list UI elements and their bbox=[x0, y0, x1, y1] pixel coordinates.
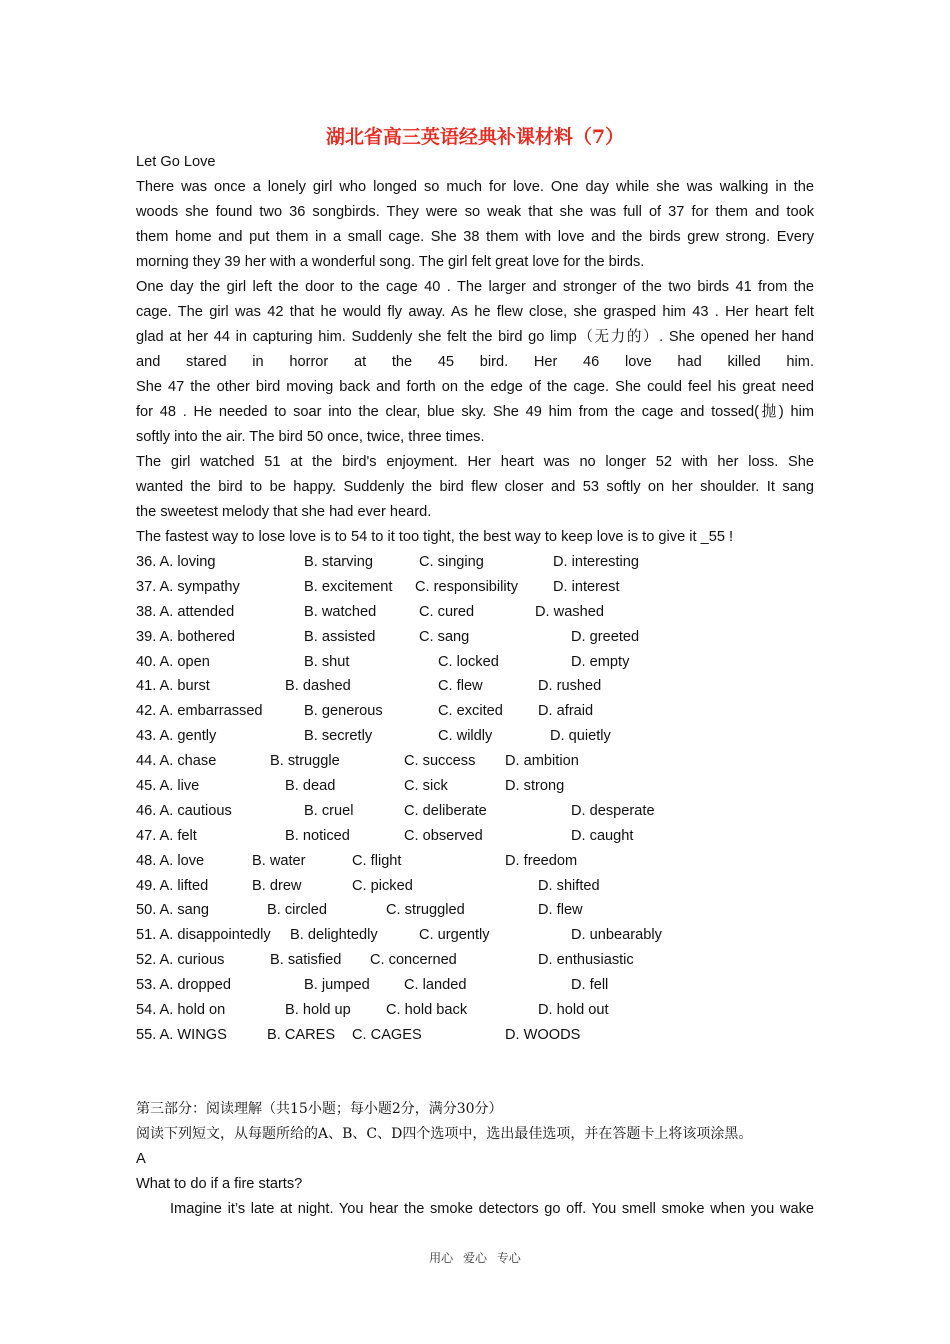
question-option-a: 46. A. cautious bbox=[136, 802, 232, 819]
question-row bbox=[136, 699, 814, 724]
option-b: B. dashed bbox=[285, 678, 351, 695]
passage-a-title: What to do if a fire starts? bbox=[136, 1175, 303, 1192]
passage-line: and stared in horror at the 45 bird. Her 46 love had killed him. bbox=[136, 354, 814, 370]
section3-header: 第三部分：阅读理解（共15小题；每小题2分，满分30分） bbox=[136, 1100, 503, 1117]
option-b: B. generous bbox=[304, 703, 383, 720]
option-c: C. landed bbox=[404, 977, 467, 994]
option-c: C. CAGES bbox=[352, 1026, 422, 1043]
question-row bbox=[136, 625, 814, 650]
question-row bbox=[136, 550, 814, 575]
option-b: B. delightedly bbox=[290, 927, 378, 944]
option-b: B. CARES bbox=[267, 1026, 336, 1043]
option-b: B. watched bbox=[304, 603, 377, 620]
option-d: D. afraid bbox=[538, 703, 594, 720]
passage-line: softly into the air. The bird 50 once, twice, three times. bbox=[136, 429, 485, 445]
option-c: C. cured bbox=[419, 603, 475, 620]
passage-line: for 48 . He needed to soar into the clear, blue sky. She 49 him from the cage and tossed(抛) him bbox=[136, 404, 814, 420]
option-d: D. empty bbox=[571, 653, 630, 670]
option-d: D. WOODS bbox=[505, 1026, 581, 1043]
passage-line: woods she found two 36 songbirds. They were so weak that she was full of 37 for them and took bbox=[136, 204, 814, 220]
question-option-a: 40. A. open bbox=[136, 653, 210, 670]
cloze-passage bbox=[136, 175, 814, 550]
question-row bbox=[136, 849, 814, 874]
option-b: B. water bbox=[252, 852, 306, 869]
option-d: D. interest bbox=[553, 578, 620, 595]
passage-line: morning they 39 her with a wonderful song. The girl felt great love for the birds. bbox=[136, 254, 645, 270]
question-option-a: 42. A. embarrassed bbox=[136, 703, 263, 720]
option-c: C. wildly bbox=[438, 728, 493, 745]
option-c: C. locked bbox=[438, 653, 499, 670]
option-c: C. observed bbox=[404, 827, 483, 844]
question-row bbox=[136, 874, 814, 899]
question-option-a: 41. A. burst bbox=[136, 678, 210, 695]
option-d: D. fell bbox=[571, 977, 609, 994]
question-option-a: 45. A. live bbox=[136, 778, 200, 795]
question-option-a: 39. A. bothered bbox=[136, 628, 235, 645]
question-row bbox=[136, 600, 814, 625]
option-d: D. rushed bbox=[538, 678, 602, 695]
option-c: C. hold back bbox=[386, 1002, 468, 1019]
option-b: B. jumped bbox=[304, 977, 370, 994]
question-row bbox=[136, 674, 814, 699]
question-row bbox=[136, 799, 814, 824]
option-c: C. excited bbox=[438, 703, 503, 720]
option-c: C. flew bbox=[438, 678, 483, 695]
option-d: D. unbearably bbox=[571, 927, 662, 944]
option-c: C. urgently bbox=[419, 927, 490, 944]
option-b: B. struggle bbox=[270, 753, 340, 770]
option-d: D. desperate bbox=[571, 802, 655, 819]
option-d: D. flew bbox=[538, 902, 583, 919]
question-option-a: 48. A. love bbox=[136, 852, 205, 869]
document-title: 湖北省高三英语经典补课材料（7） bbox=[325, 126, 625, 148]
option-c: C. picked bbox=[352, 877, 413, 894]
question-option-a: 37. A. sympathy bbox=[136, 578, 240, 595]
option-d: D. ambition bbox=[505, 753, 579, 770]
option-b: B. dead bbox=[285, 778, 336, 795]
option-d: D. freedom bbox=[505, 852, 578, 869]
question-row bbox=[136, 724, 814, 749]
passage-line: The girl watched 51 at the bird's enjoyment. Her heart was no longer 52 with her loss. She bbox=[136, 454, 814, 470]
question-row bbox=[136, 575, 814, 600]
option-b: B. cruel bbox=[304, 802, 354, 819]
option-b: B. shut bbox=[304, 653, 350, 670]
option-d: D. strong bbox=[505, 778, 565, 795]
option-d: D. interesting bbox=[553, 554, 639, 570]
passage-line: There was once a lonely girl who longed so much for love. One day while she was walking in the bbox=[136, 179, 814, 195]
option-d: D. washed bbox=[535, 603, 604, 620]
option-d: D. caught bbox=[571, 827, 634, 844]
option-c: C. sick bbox=[404, 778, 448, 795]
option-b: B. satisfied bbox=[270, 952, 342, 969]
option-d: D. shifted bbox=[538, 877, 600, 894]
option-c: C. singing bbox=[419, 554, 484, 570]
section-gap bbox=[136, 1048, 814, 1097]
passage-a-label: A bbox=[136, 1150, 146, 1167]
question-row bbox=[136, 923, 814, 948]
passage-line: the sweetest melody that she had ever heard. bbox=[136, 504, 432, 520]
passage-line: cage. The girl was 42 that he would fly away. As he flew close, she grasped him 43 . Her heart felt bbox=[136, 304, 814, 320]
option-d: D. quietly bbox=[550, 728, 611, 745]
passage-line: them home and put them in a small cage. She 38 them with love and the birds grew strong. Every bbox=[136, 229, 814, 245]
question-option-a: 44. A. chase bbox=[136, 753, 217, 770]
section3-instruction: 阅读下列短文，从每题所给的A、B、C、D四个选项中，选出最佳选项，并在答题卡上将该项涂黑。 bbox=[136, 1125, 753, 1142]
question-row bbox=[136, 973, 814, 998]
option-c: C. concerned bbox=[370, 952, 457, 969]
option-b: B. starving bbox=[304, 554, 373, 570]
question-row bbox=[136, 998, 814, 1023]
option-d: D. greeted bbox=[571, 628, 640, 645]
question-option-a: 43. A. gently bbox=[136, 728, 217, 745]
question-row bbox=[136, 650, 814, 675]
question-option-a: 36. A. loving bbox=[136, 554, 216, 570]
question-option-a: 54. A. hold on bbox=[136, 1002, 226, 1019]
option-b: B. excitement bbox=[304, 578, 393, 595]
passage-title: Let Go Love bbox=[136, 154, 216, 170]
question-row bbox=[136, 948, 814, 973]
option-c: C. struggled bbox=[386, 902, 465, 919]
passage-line: One day the girl left the door to the cage 40 . The larger and stronger of the two birds 41 from the bbox=[136, 279, 814, 295]
cloze-options bbox=[136, 550, 814, 1048]
option-d: D. hold out bbox=[538, 1002, 609, 1019]
option-c: C. deliberate bbox=[404, 802, 487, 819]
passage-line: The fastest way to lose love is to 54 to it too tight, the best way to keep love is to give it _55 ! bbox=[136, 529, 734, 545]
question-option-a: 38. A. attended bbox=[136, 603, 235, 620]
question-option-a: 52. A. curious bbox=[136, 952, 225, 969]
document-body bbox=[136, 150, 814, 1222]
option-b: B. circled bbox=[267, 902, 328, 919]
passage-a-first-line: Imagine it’s late at night. You hear the smoke detectors go off. You smell smoke when you wake bbox=[170, 1200, 814, 1217]
option-c: C. success bbox=[404, 753, 476, 770]
option-c: C. responsibility bbox=[415, 578, 519, 595]
question-option-a: 51. A. disappointedly bbox=[136, 927, 271, 944]
question-row bbox=[136, 1023, 814, 1048]
passage-line: wanted the bird to be happy. Suddenly the bird flew closer and 53 softly on her shoulder. It sang bbox=[136, 479, 814, 495]
question-option-a: 49. A. lifted bbox=[136, 877, 209, 894]
option-c: C. sang bbox=[419, 628, 470, 645]
question-row bbox=[136, 749, 814, 774]
option-b: B. hold up bbox=[285, 1002, 351, 1019]
page-footer: 用心 爱心 专心 bbox=[429, 1251, 521, 1265]
option-b: B. secretly bbox=[304, 728, 373, 745]
question-option-a: 50. A. sang bbox=[136, 902, 210, 919]
question-option-a: 53. A. dropped bbox=[136, 977, 231, 994]
option-d: D. enthusiastic bbox=[538, 952, 634, 969]
question-option-a: 55. A. WINGS bbox=[136, 1026, 227, 1043]
option-b: B. assisted bbox=[304, 628, 376, 645]
question-row bbox=[136, 824, 814, 849]
question-row bbox=[136, 898, 814, 923]
option-b: B. drew bbox=[252, 877, 302, 894]
option-b: B. noticed bbox=[285, 827, 350, 844]
question-row bbox=[136, 774, 814, 799]
passage-line: She 47 the other bird moving back and forth on the edge of the cage. She could feel his great need bbox=[136, 379, 814, 395]
option-c: C. flight bbox=[352, 852, 402, 869]
passage-line: glad at her 44 in capturing him. Suddenly she felt the bird go limp（无力的）. She opened her hand bbox=[136, 329, 814, 345]
question-option-a: 47. A. felt bbox=[136, 827, 197, 844]
